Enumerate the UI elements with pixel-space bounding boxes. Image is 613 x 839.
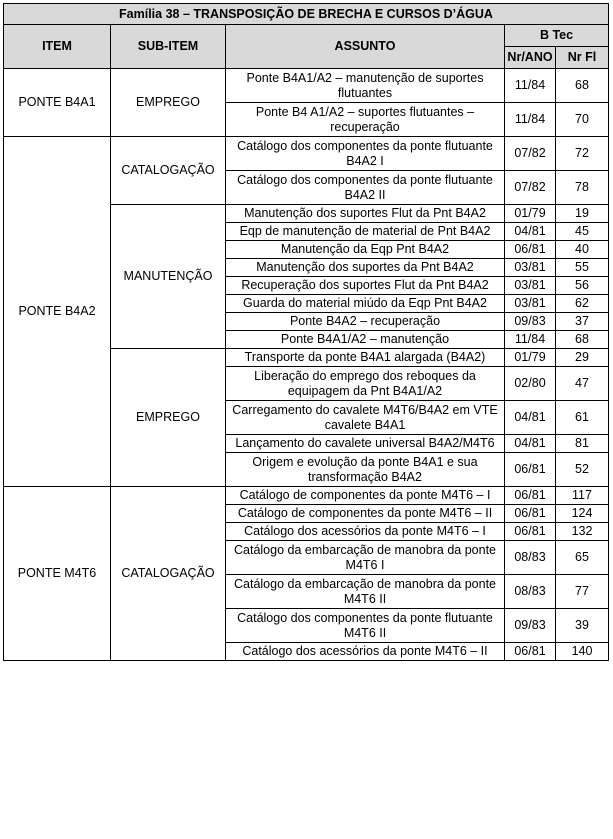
nrano-cell: 04/81 <box>505 401 556 435</box>
nrano-cell: 11/84 <box>505 331 556 349</box>
assunto-cell: Catálogo da embarcação de manobra da ponte M4T6 I <box>226 541 505 575</box>
subitem-cell: CATALOGAÇÃO <box>111 487 226 661</box>
nrano-cell: 09/83 <box>505 313 556 331</box>
nrfl-cell: 70 <box>556 103 609 137</box>
nrfl-cell: 55 <box>556 259 609 277</box>
nrfl-cell: 124 <box>556 505 609 523</box>
nrfl-cell: 61 <box>556 401 609 435</box>
assunto-cell: Manutenção da Eqp Pnt B4A2 <box>226 241 505 259</box>
item-cell: PONTE B4A2 <box>4 137 111 487</box>
nrfl-cell: 81 <box>556 435 609 453</box>
assunto-cell: Liberação do emprego dos reboques da equipagem da Pnt B4A1/A2 <box>226 367 505 401</box>
nrfl-cell: 37 <box>556 313 609 331</box>
nrano-cell: 08/83 <box>505 575 556 609</box>
table-row <box>4 137 609 171</box>
assunto-cell: Recuperação dos suportes Flut da Pnt B4A2 <box>226 277 505 295</box>
assunto-cell: Ponte B4 A1/A2 – suportes flutuantes – recuperação <box>226 103 505 137</box>
item-column-header: ITEM <box>4 25 111 69</box>
nrano-cell: 06/81 <box>505 453 556 487</box>
nrfl-cell: 45 <box>556 223 609 241</box>
assunto-cell: Origem e evolução da ponte B4A1 e sua transformação B4A2 <box>226 453 505 487</box>
nrfl-cell: 68 <box>556 331 609 349</box>
assunto-cell: Carregamento do cavalete M4T6/B4A2 em VTE cavalete B4A1 <box>226 401 505 435</box>
assunto-cell: Ponte B4A1/A2 – manutenção <box>226 331 505 349</box>
nrfl-cell: 47 <box>556 367 609 401</box>
assunto-column-header: ASSUNTO <box>226 25 505 69</box>
nrfl-cell: 77 <box>556 575 609 609</box>
assunto-cell: Catálogo da embarcação de manobra da ponte M4T6 II <box>226 575 505 609</box>
assunto-cell: Catálogo de componentes da ponte M4T6 – I <box>226 487 505 505</box>
assunto-cell: Ponte B4A2 – recuperação <box>226 313 505 331</box>
assunto-cell: Lançamento do cavalete universal B4A2/M4T6 <box>226 435 505 453</box>
nrano-cell: 08/83 <box>505 541 556 575</box>
nrfl-cell: 19 <box>556 205 609 223</box>
assunto-cell: Catálogo de componentes da ponte M4T6 – II <box>226 505 505 523</box>
nrano-cell: 06/81 <box>505 523 556 541</box>
assunto-cell: Transporte da ponte B4A1 alargada (B4A2) <box>226 349 505 367</box>
assunto-cell: Catálogo dos acessórios da ponte M4T6 – I <box>226 523 505 541</box>
subitem-cell: CATALOGAÇÃO <box>111 137 226 205</box>
nrfl-cell: 65 <box>556 541 609 575</box>
assunto-cell: Catálogo dos componentes da ponte flutuante B4A2 II <box>226 171 505 205</box>
assunto-cell: Guarda do material miúdo da Eqp Pnt B4A2 <box>226 295 505 313</box>
family-title: Família 38 – TRANSPOSIÇÃO DE BRECHA E CURSOS D’ÁGUA <box>4 4 609 25</box>
nrfl-cell: 132 <box>556 523 609 541</box>
btec-column-header: B Tec <box>505 25 609 47</box>
assunto-cell: Manutenção dos suportes Flut da Pnt B4A2 <box>226 205 505 223</box>
item-cell: PONTE B4A1 <box>4 69 111 137</box>
nrano-column-header: Nr/ANO <box>505 47 556 69</box>
nrano-cell: 02/80 <box>505 367 556 401</box>
table-body <box>4 69 609 661</box>
nrano-cell: 03/81 <box>505 277 556 295</box>
nrfl-cell: 62 <box>556 295 609 313</box>
nrfl-cell: 78 <box>556 171 609 205</box>
assunto-cell: Manutenção dos suportes da Pnt B4A2 <box>226 259 505 277</box>
nrfl-cell: 52 <box>556 453 609 487</box>
nrano-cell: 06/81 <box>505 487 556 505</box>
nrano-cell: 03/81 <box>505 295 556 313</box>
subitem-cell: EMPREGO <box>111 349 226 487</box>
nrfl-cell: 40 <box>556 241 609 259</box>
subitem-column-header: SUB-ITEM <box>111 25 226 69</box>
assunto-cell: Eqp de manutenção de material de Pnt B4A2 <box>226 223 505 241</box>
nrfl-cell: 29 <box>556 349 609 367</box>
nrano-cell: 07/82 <box>505 137 556 171</box>
nrfl-cell: 56 <box>556 277 609 295</box>
assunto-cell: Ponte B4A1/A2 – manutenção de suportes flutuantes <box>226 69 505 103</box>
nrfl-cell: 68 <box>556 69 609 103</box>
nrano-cell: 01/79 <box>505 349 556 367</box>
nrano-cell: 06/81 <box>505 241 556 259</box>
nrfl-cell: 117 <box>556 487 609 505</box>
nrano-cell: 11/84 <box>505 69 556 103</box>
nrano-cell: 03/81 <box>505 259 556 277</box>
nrfl-cell: 72 <box>556 137 609 171</box>
nrano-cell: 04/81 <box>505 435 556 453</box>
assunto-cell: Catálogo dos componentes da ponte flutuante B4A2 I <box>226 137 505 171</box>
item-cell: PONTE M4T6 <box>4 487 111 661</box>
subitem-cell: EMPREGO <box>111 69 226 137</box>
nrano-cell: 11/84 <box>505 103 556 137</box>
nrano-cell: 06/81 <box>505 643 556 661</box>
nrfl-cell: 140 <box>556 643 609 661</box>
assunto-cell: Catálogo dos componentes da ponte flutuante M4T6 II <box>226 609 505 643</box>
table-row <box>4 69 609 103</box>
nrano-cell: 07/82 <box>505 171 556 205</box>
nrfl-cell: 39 <box>556 609 609 643</box>
nrano-cell: 04/81 <box>505 223 556 241</box>
nrano-cell: 06/81 <box>505 505 556 523</box>
catalog-table <box>3 3 609 661</box>
nrano-cell: 09/83 <box>505 609 556 643</box>
assunto-cell: Catálogo dos acessórios da ponte M4T6 – II <box>226 643 505 661</box>
table-row <box>4 487 609 505</box>
subitem-cell: MANUTENÇÃO <box>111 205 226 349</box>
nrano-cell: 01/79 <box>505 205 556 223</box>
nrfl-column-header: Nr Fl <box>556 47 609 69</box>
